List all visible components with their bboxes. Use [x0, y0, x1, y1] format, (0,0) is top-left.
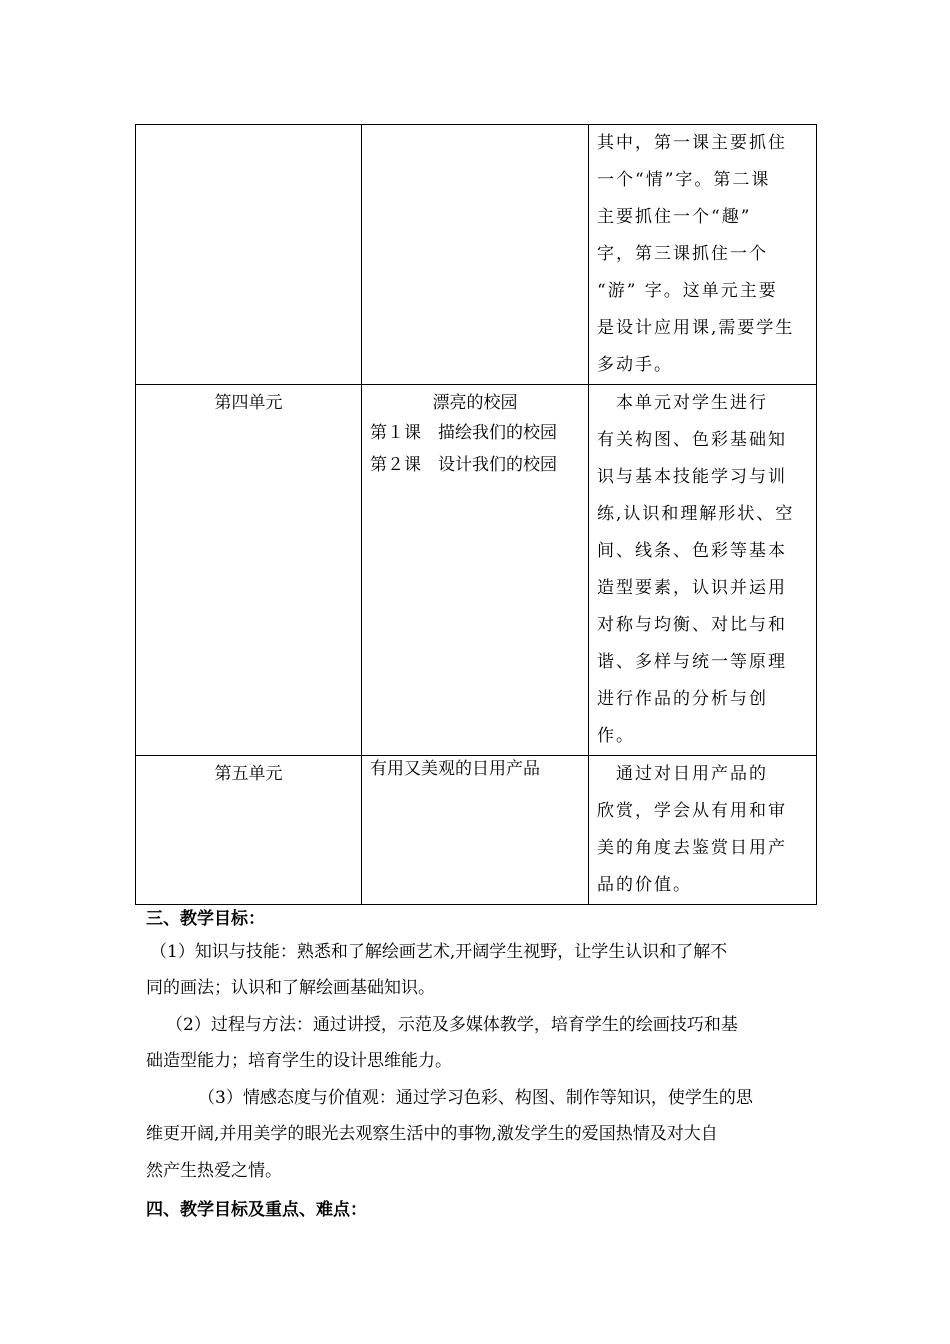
table-row [136, 756, 817, 905]
objective-2-line-1: （2）过程与方法：通过讲授，示范及多媒体教学，培育学生的绘画技巧和基 [166, 1015, 738, 1035]
description-line: 美的角度去鉴赏日用产 [597, 838, 787, 858]
description-cell [589, 125, 817, 385]
lesson-item: 第２课 设计我们的校园 [370, 455, 557, 475]
description-line: 品的价值。 [597, 875, 692, 895]
description-line: 其中，第一课主要抓住 [597, 133, 787, 153]
units-table [135, 124, 817, 905]
description-line: 欣赏，学会从有用和审 [597, 801, 787, 821]
description-line: 练,认识和理解形状、空 [597, 504, 795, 524]
description-cell [589, 385, 817, 756]
description-line: 有关构图、色彩基础知 [597, 430, 787, 450]
unit-cell: 第四单元 [136, 385, 362, 756]
objective-3-line-2: 维更开阔,并用美学的眼光去观察生活中的事物,激发学生的爱国热情及对大自 [146, 1124, 718, 1144]
description-line: 主要抓住一个“趣” [597, 207, 752, 227]
description-line: “游” 字。这单元主要 [597, 281, 778, 301]
lesson-cell [362, 385, 589, 756]
description-line: 字，第三课抓住一个 [597, 244, 768, 264]
section-4-title: 四、教学目标及重点、难点： [146, 1200, 367, 1220]
objective-2-line-2: 础造型能力；培育学生的设计思维能力。 [146, 1051, 452, 1071]
lesson-title: 有用又美观的日用产品 [370, 759, 540, 779]
objective-1-line-2: 同的画法；认识和了解绘画基础知识。 [146, 978, 435, 998]
objective-3-line-1: （3）情感态度与价值观：通过学习色彩、构图、制作等知识，使学生的思 [198, 1088, 753, 1108]
section-3-title: 三、教学目标： [146, 909, 265, 929]
description-line: 间、线条、色彩等基本 [597, 541, 787, 561]
description-line: 一个“情”字。第二课 [597, 170, 771, 190]
lesson-cell [362, 125, 589, 385]
description-line: 识与基本技能学习与训 [597, 467, 787, 487]
description-line: 多动手。 [597, 355, 673, 375]
lesson-cell [362, 756, 589, 905]
unit-cell [136, 125, 362, 385]
lesson-title: 漂亮的校园 [432, 393, 518, 413]
description-line: 本单元对学生进行 [597, 393, 768, 413]
description-line: 进行作品的分析与创 [597, 689, 768, 709]
description-cell [589, 756, 817, 905]
description-line: 通过对日用产品的 [597, 764, 768, 784]
unit-cell: 第五单元 [136, 756, 362, 905]
description-line: 谐、多样与统一等原理 [597, 652, 787, 672]
objective-1-line-1: （1）知识与技能：熟悉和了解绘画艺术,开阔学生视野，让学生认识和了解不 [150, 942, 728, 962]
description-line: 造型要素，认识并运用 [597, 578, 787, 598]
table-row [136, 385, 817, 756]
table-row [136, 125, 817, 385]
objective-3-line-3: 然产生热爱之情。 [146, 1161, 282, 1181]
lesson-item: 第１课 描绘我们的校园 [370, 423, 557, 443]
description-line: 是设计应用课,需要学生 [597, 318, 795, 338]
description-line: 对称与均衡、对比与和 [597, 615, 787, 635]
description-line: 作。 [597, 726, 635, 746]
